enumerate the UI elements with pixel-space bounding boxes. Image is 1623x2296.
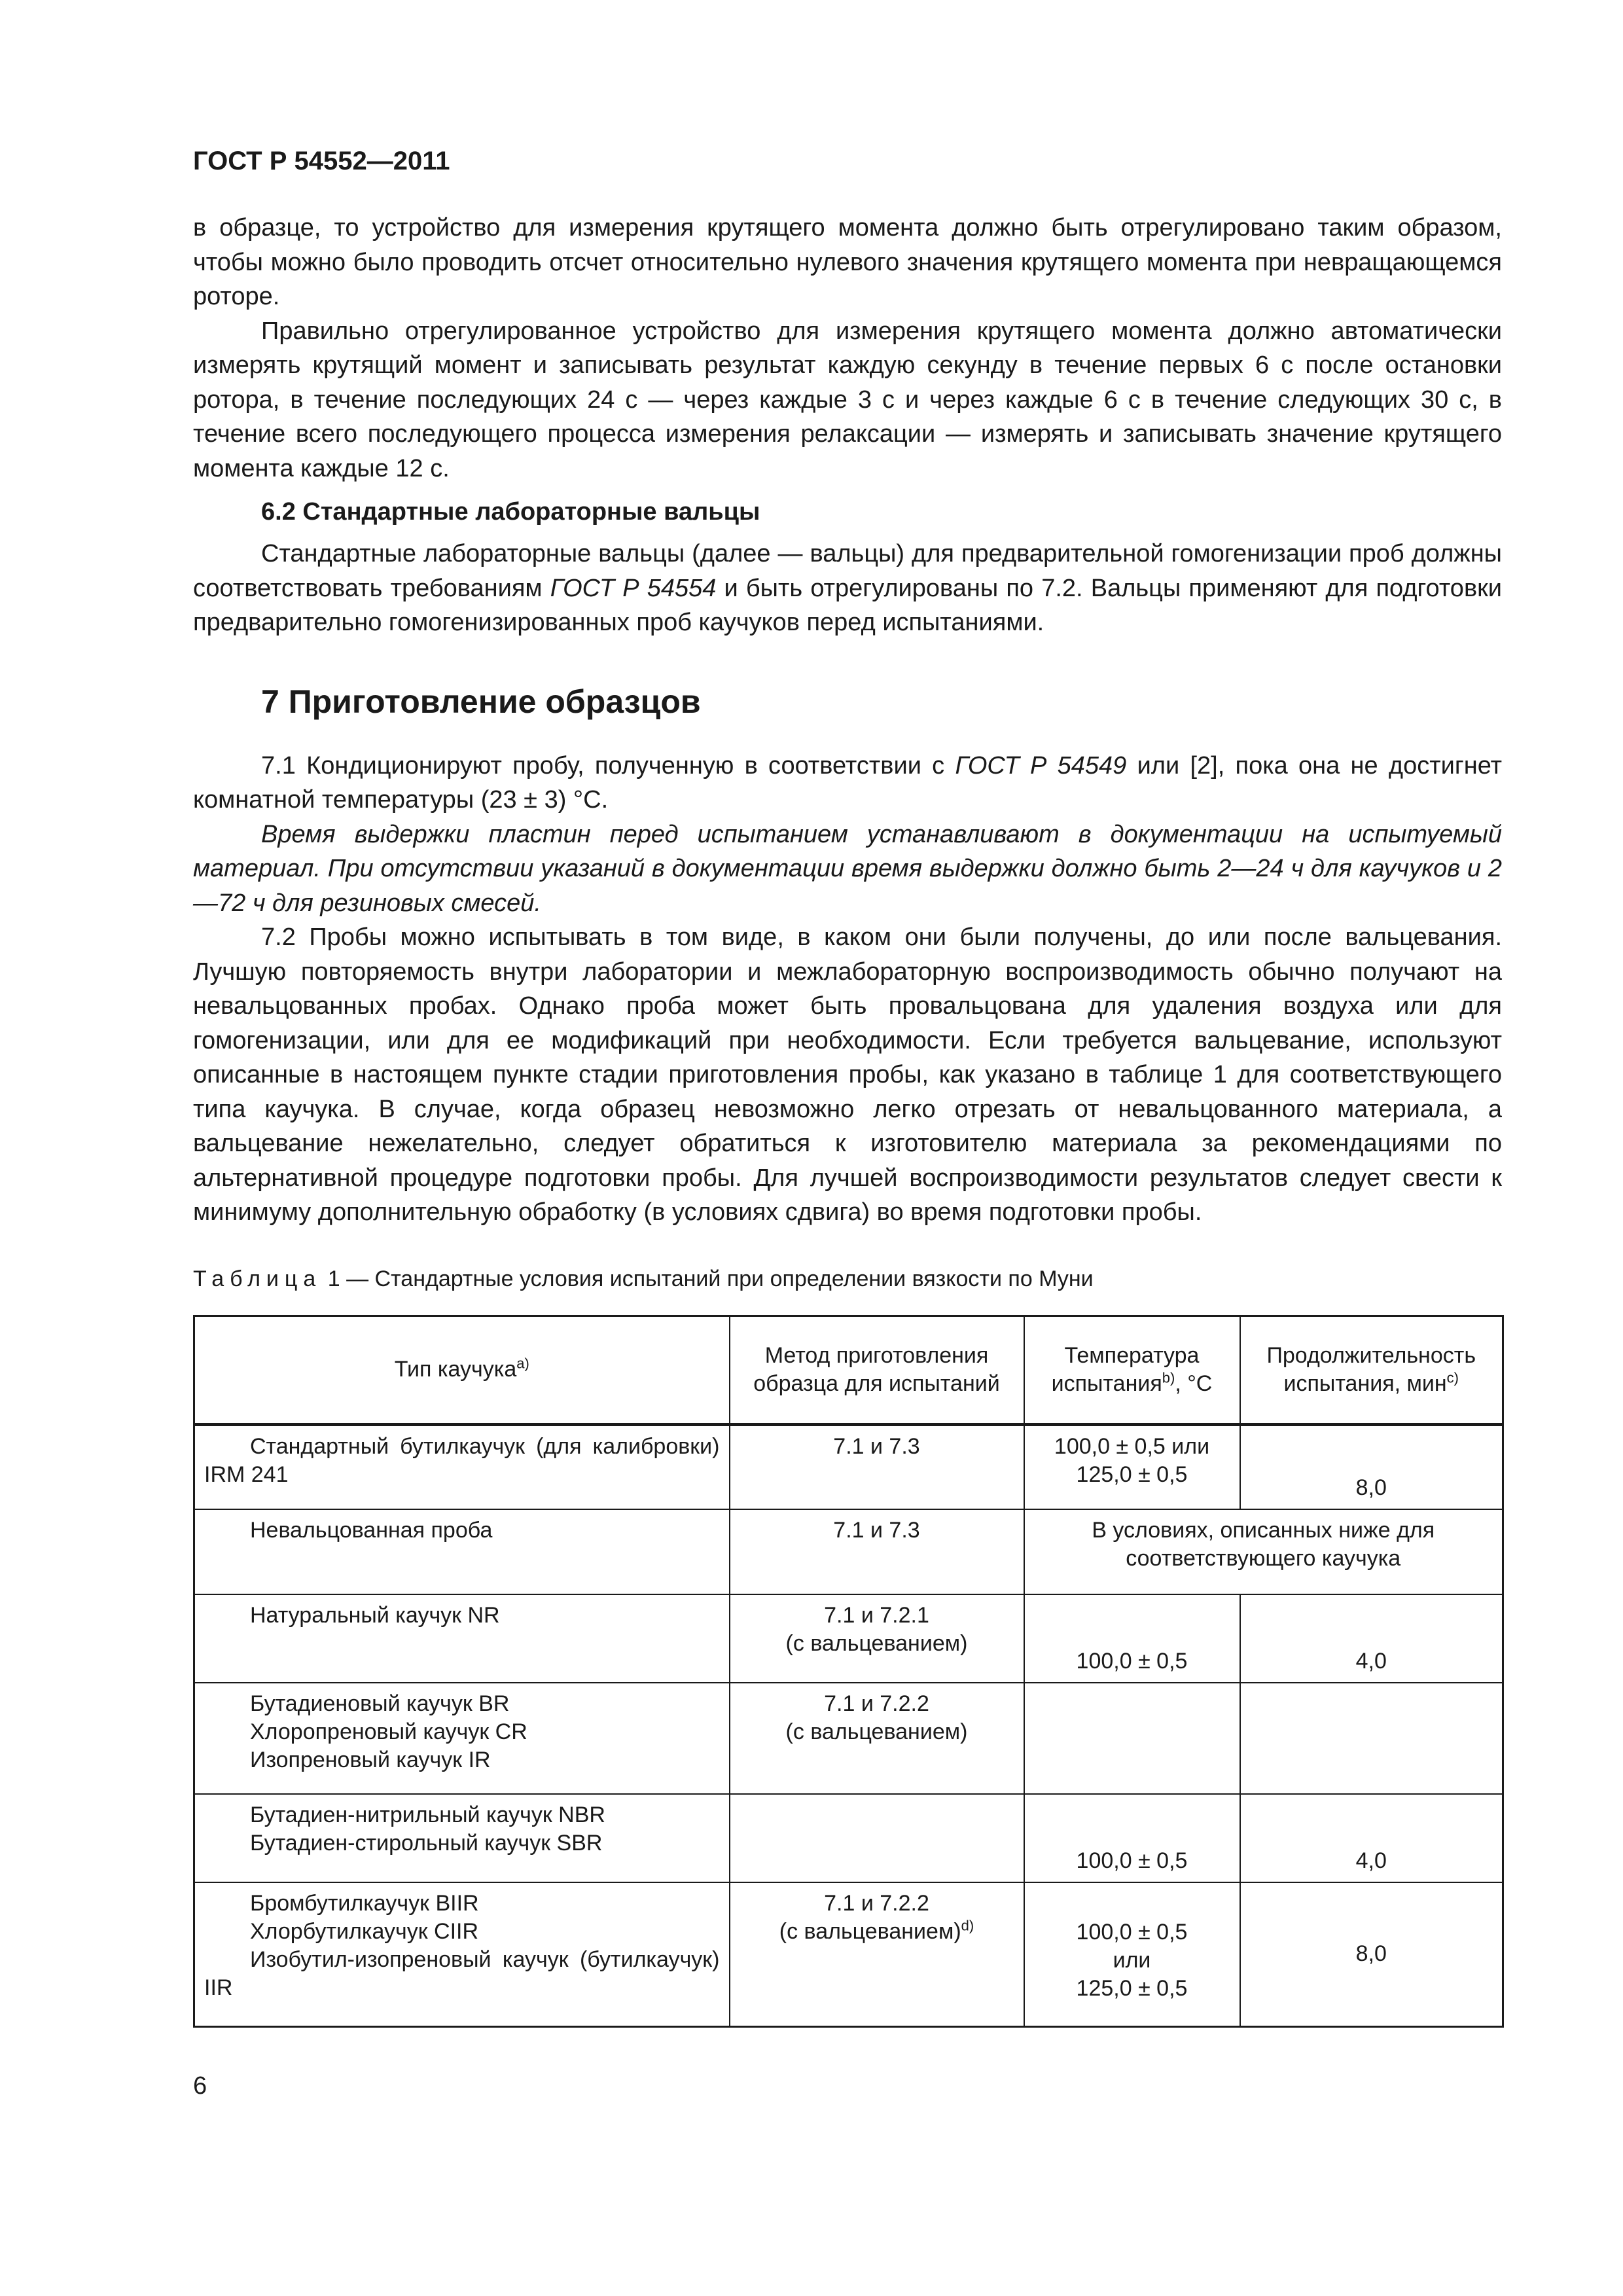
paragraph-7-1: 7.1 Кондиционируют пробу, полученную в соответствии с ГОСТ Р 54549 или [2], пока она не достигнет комнатной температуры (23 ± 3) °С. [193,751,1502,814]
table-header-row [194,1316,1503,1424]
cell-rubber-type: Бромбутилкаучук BIIR Хлорбутилкаучук CIIR Изобутил-изопреновый каучук (бутилкаучук) IIR [194,1882,730,2026]
table-row [194,1794,1503,1882]
cell-method: 7.1 и 7.2.2 (с вальцеванием) [730,1683,1024,1794]
header-method: Метод приготовления образца для испытаний [730,1316,1024,1424]
cell-rubber-type: Бутадиеновый каучук BR Хлоропреновый каучук CR Изопреновый каучук IR [194,1683,730,1794]
paragraph-7-2: 7.2 Пробы можно испытывать в том виде, в каком они были получены, до или после вальцевания. Лучшую повторяемость внутри лаборатории и межлабораторную воспроизводимость обычно получают на невальцованных пробах. Однако проба может быть провальцована для удаления воздуха или для гомогенизации, или для ее модификаций при необходимости. Если требуется вальцевание, используют описанные в настоящем пункте стадии приготовления пробы, как указано в таблице 1 для соответствующего типа каучука. В случае, когда образец невозможно легко отрезать от невальцованного материала, а вальцевание нежелательно, следует обратиться к изготовителю материала за рекомендациями по альтернативной процедуре подготовки пробы. Для лучшей воспроизводимости результатов следует свести к минимуму дополнительную обработку (в условиях сдвига) во время подготовки пробы. [193,924,1502,1226]
paragraph-torque-device: Правильно отрегулированное устройство для измерения крутящего момента должно автоматически измерять крутящий момент и записывать результат каждую секунду в течение первых 6 с после остановки ротора, в течение последующих 24 с — через каждые 3 с и через каждые 6 с в течение следующих 30 с, в течение всего последующего процесса измерения релаксации — измерять и записывать значение крутящего момента каждые 12 с. [193,317,1502,482]
header-temperature: Температура испытания$^{b)}$, °С [1024,1316,1240,1424]
cell-temperature [1024,1683,1240,1794]
table-row [194,1594,1503,1683]
cell-duration: 4,0 [1240,1594,1503,1683]
cell-temperature: 100,0 ± 0,5 [1024,1594,1240,1683]
paragraph-continuation: в образце, то устройство для измерения крутящего момента должно быть отрегулировано таким образом, чтобы можно было проводить отсчет относительно нулевого значения крутящего момента при невращающемся роторе. [193,214,1502,310]
paragraph-6-2: Стандартные лабораторные вальцы (далее — вальцы) для предварительной гомогенизации проб должны соответствовать требованиям ГОСТ Р 54554 и быть отрегулированы по 7.2. Вальцы применяют для подготовки предварительно гомогенизированных проб каучуков перед испытаниями. [193,540,1502,636]
cell-duration [1240,1683,1503,1794]
cell-method: 7.1 и 7.3 [730,1509,1024,1594]
cell-method [730,1794,1024,1882]
cell-temperature: 100,0 ± 0,5 [1024,1794,1240,1882]
cell-method: 7.1 и 7.3 [730,1424,1024,1509]
table-caption: Таблица 1 — Стандартные условия испытаний при определении вязкости по Муни [193,1266,1094,1291]
cell-method: 7.1 и 7.2.1 (с вальцеванием) [730,1594,1024,1683]
cell-temperature: 100,0 ± 0,5 или 125,0 ± 0,5 [1024,1424,1240,1509]
cell-conditions-merged: В условиях, описанных ниже для соответствующего каучука [1024,1509,1503,1594]
paragraph-7-1-note: Время выдержки пластин перед испытанием устанавливают в документации на испытуемый материал. При отсутствии указаний в документации время выдержки должно быть 2—24 ч для каучуков и 2—72 ч для резиновых смесей. [193,820,1502,917]
header-duration: Продолжительность испытания, мин$^{c)}$ [1240,1316,1503,1424]
standard-reference: ГОСТ Р 54554 [550,574,717,602]
table-row [194,1683,1503,1794]
document-header: ГОСТ Р 54552—2011 [193,147,450,175]
cell-rubber-type: Стандартный бутилкаучук (для калибровки) IRM 241 [194,1424,730,1509]
test-conditions-table [193,1315,1504,2028]
cell-rubber-type: Натуральный каучук NR [194,1594,730,1683]
cell-rubber-type: Невальцованная проба [194,1509,730,1594]
cell-duration: 8,0 [1240,1882,1503,2026]
document-page [193,144,1502,2028]
section-7-title: 7 Приготовление образцов [261,683,701,720]
table-row [194,1509,1503,1594]
section-6-2-title: 6.2 Стандартные лабораторные вальцы [261,498,760,526]
cell-method: 7.1 и 7.2.2 (с вальцеванием)$^{d)}$ [730,1882,1024,2026]
table-row [194,1882,1503,2026]
standard-reference: ГОСТ Р 54549 [955,751,1127,780]
page-number: 6 [193,2072,207,2100]
header-rubber-type: Тип каучука$^{a)}$ [194,1316,730,1424]
cell-rubber-type: Бутадиен-нитрильный каучук NBR Бутадиен-стирольный каучук SBR [194,1794,730,1882]
cell-duration: 8,0 [1240,1424,1503,1509]
cell-temperature: 100,0 ± 0,5 или 125,0 ± 0,5 [1024,1882,1240,2026]
table-row [194,1424,1503,1509]
cell-duration: 4,0 [1240,1794,1503,1882]
